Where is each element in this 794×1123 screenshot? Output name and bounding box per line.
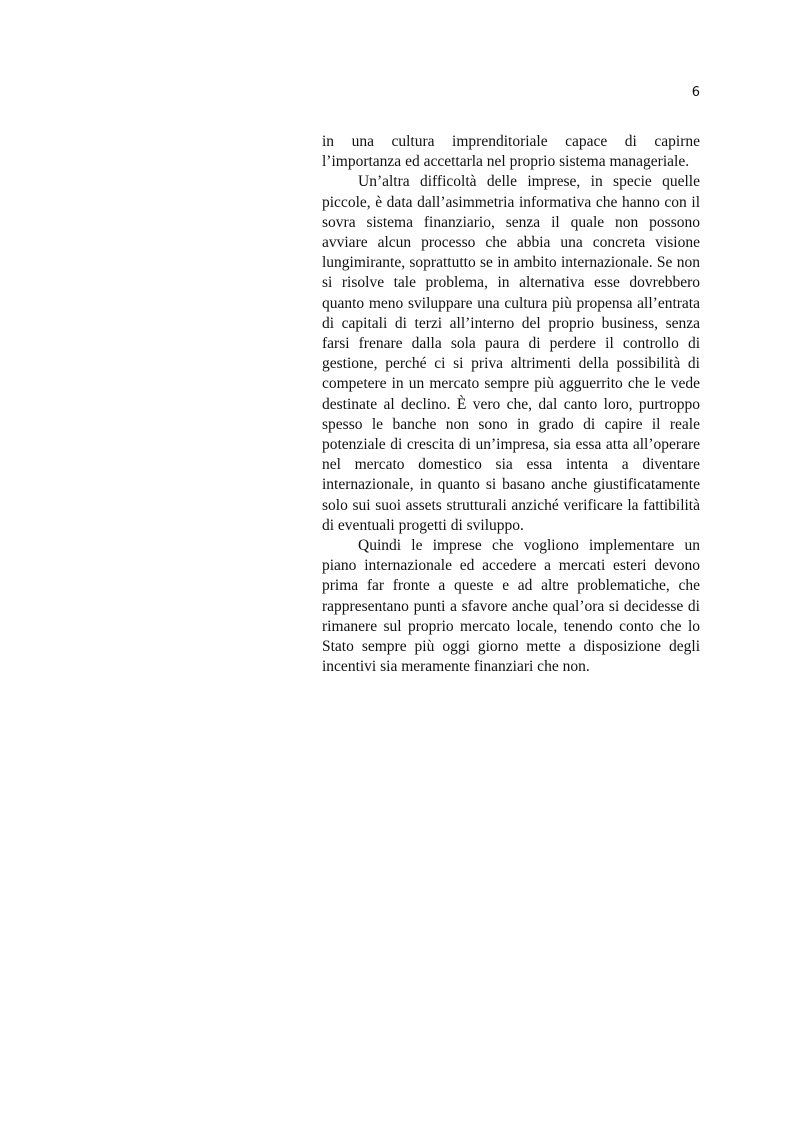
- page-number: 6: [691, 85, 700, 100]
- paragraph-asymmetry: Un’altra difficoltà delle imprese, in specie quelle piccole, è data dall’asimmetria informativa che hanno con il sovra sistema finanziario, senza il quale non possono avviare alcun processo che abbia una concreta visione lungimirante, soprattutto se in ambito internazionale. Se non si risolve tale problema, in alternativa esse dovrebbero quanto meno sviluppare una cultura più propensa all’entrata di capitali di terzi all’interno del proprio business, senza farsi frenare dalla sola paura di perdere il controllo di gestione, perché ci si priva altrimenti della possibilità di competere in un mercato sempre più agguerrito che le vede destinate al declino. È vero che, dal canto loro, purtroppo spesso le banche non sono in grado di capire il reale potenziale di crescita di un’impresa, sia essa atta all’operare nel mercato domestico sia essa intenta a diventare internazionale, in quanto si basano anche giustificatamente solo sui suoi assets strutturali anziché verificare la fattibilità di eventuali progetti di sviluppo.: [322, 173, 700, 534]
- paragraph-conclusion: Quindi le imprese che vogliono implementare un piano internazionale ed accedere a mercati esteri devono prima far fronte a queste e ad altre problematiche, che rappresentano punti a sfavore anche qual’ora si decidesse di rimanere sul proprio mercato locale, tenendo conto che lo Stato sempre più oggi giorno mette a disposizione degli incentivi sia meramente finanziari che non.: [322, 537, 700, 676]
- body-text: [322, 132, 700, 677]
- paragraph-continuation: in una cultura imprenditoriale capace di capirne l’importanza ed accettarla nel proprio sistema manageriale.: [322, 133, 700, 171]
